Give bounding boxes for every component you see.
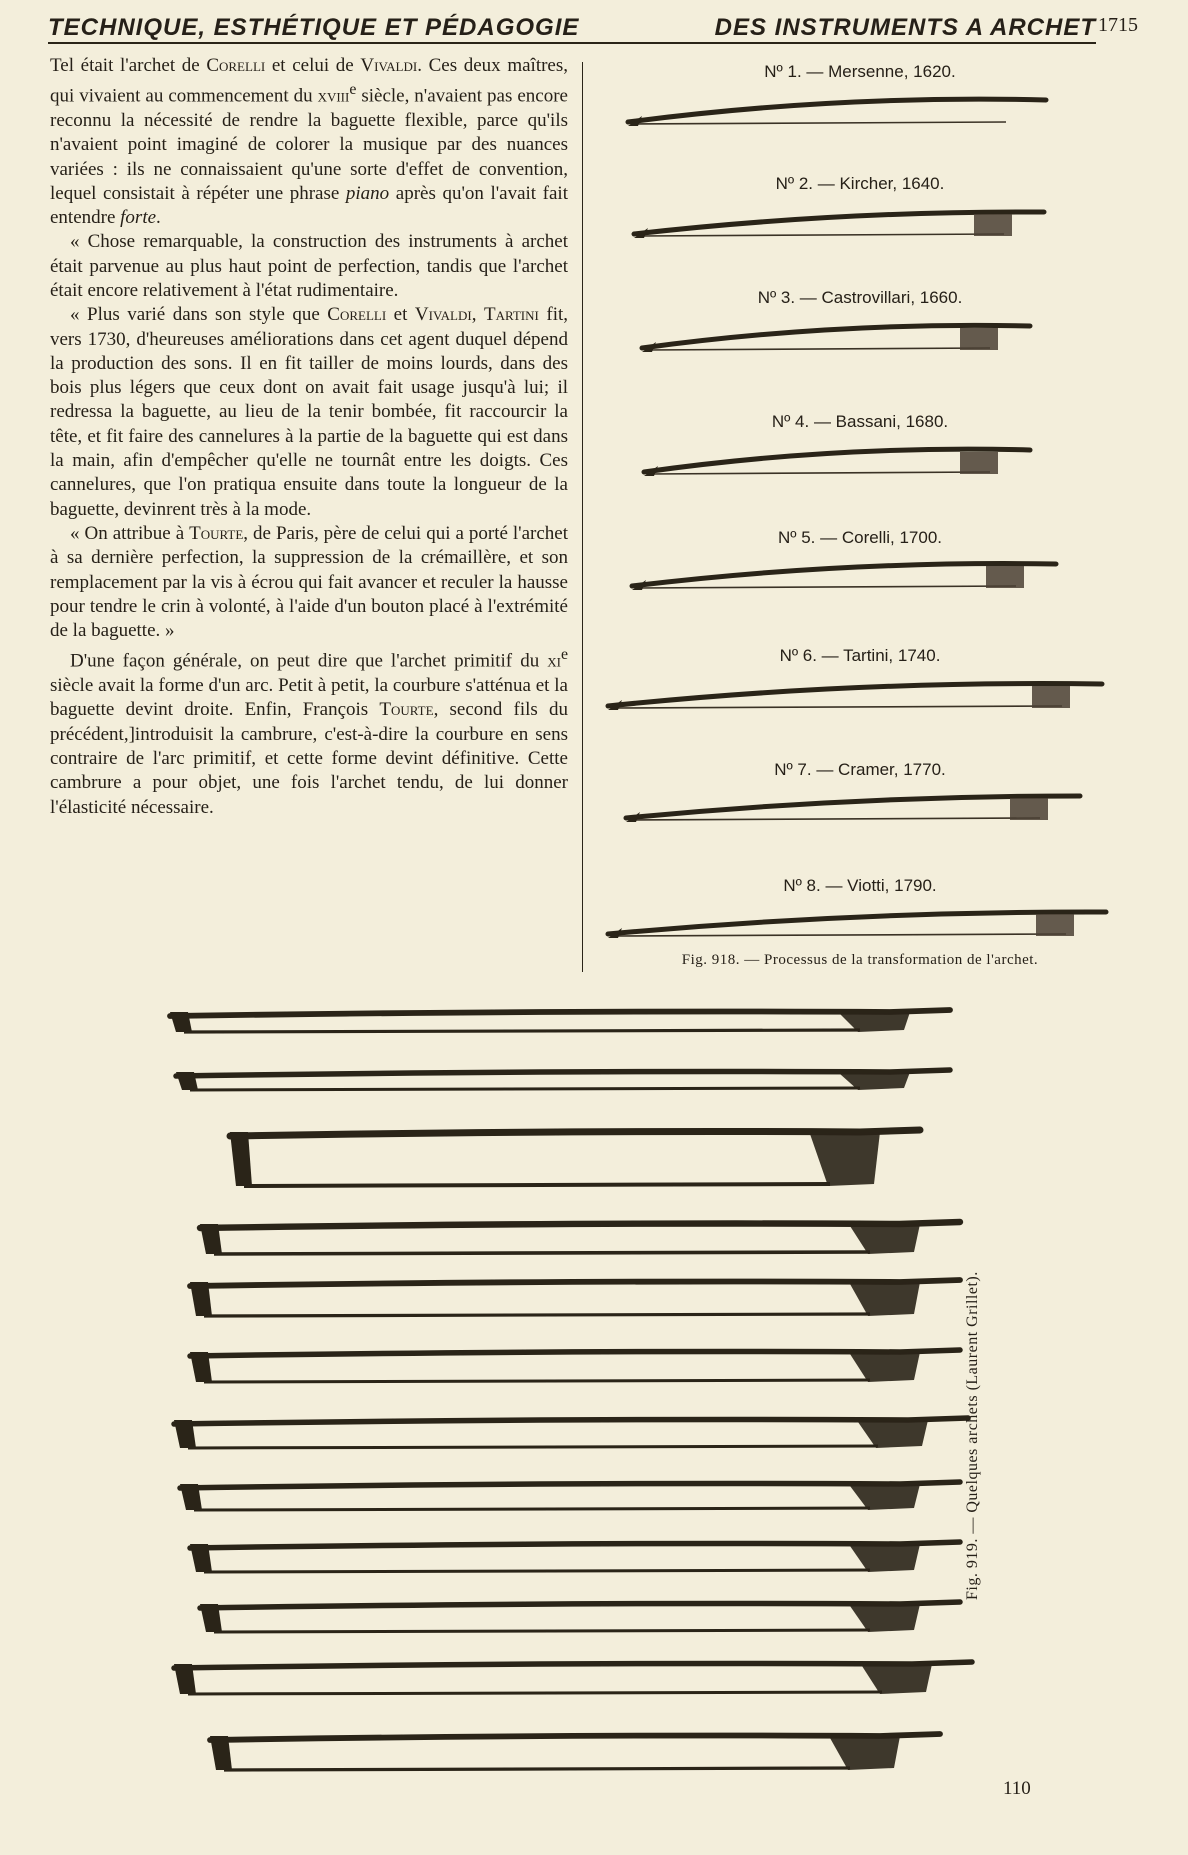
bow-label-1: Nº 1. — Mersenne, 1620.: [764, 62, 956, 81]
paragraph-2: « Chose remarquable, la construction des instruments à archet était parvenue au plus haut point de perfection, tandis que l'archet était encore relativement à l'état rudimentaire.: [50, 231, 568, 301]
body-text: [50, 54, 568, 820]
bow-label-8: Nº 8. — Viotti, 1790.: [783, 876, 937, 895]
collection-bow-9: [190, 1542, 960, 1572]
collection-bow-5: [190, 1280, 960, 1316]
paragraph-5: D'une façon générale, on peut dire que l'archet primitif du $xi^e$ siècle avait la forme d'un arc. Petit à petit, la courbure s'atténua et la baguette devint droite. Enfin, François Tourte, second fils du précédent,]introduisit la cambrure, c'est-à-dire la courbure en sens contraire de l'arc primitif, et cette forme devint définitive. Cette cambrure a pour objet, une fois l'archet tendu, de lui donner l'élasticité nécessaire.: [50, 646, 569, 818]
collection-bow-3: [230, 1130, 920, 1186]
bow-label-4: Nº 4. — Bassani, 1680.: [771, 412, 949, 431]
bow-label-7: Nº 7. — Cramer, 1770.: [774, 760, 946, 779]
collection-bow-4: [200, 1222, 960, 1254]
collection-bow-1: [170, 1010, 950, 1032]
bow-drawing-3: [598, 316, 1122, 360]
bow-drawing-1: [598, 90, 1122, 134]
figure-918-caption: Fig. 918. — Processus de la transformation de l'archet.: [681, 952, 1039, 968]
paragraph-1: Tel était l'archet de Corelli et celui de Vivaldi. Ces deux maîtres, qui vivaient au commencement du xviii$^e$ siècle, n'avaient pas encore reconnu la nécessité de rendre la baguette flexible, parce qu'ils n'avaient point imaginé de colorer la musique par des nuances variées : ils ne connaissaient qu'une sorte d'effet de convention, lequel consistait à répéter une phrase piano après qu'on l'avait fait entendre forte.: [50, 55, 569, 229]
bow-label-2: Nº 2. — Kircher, 1640.: [775, 174, 945, 193]
bow-label-6: Nº 6. — Tartini, 1740.: [779, 646, 941, 665]
collection-bow-12: [210, 1734, 940, 1770]
collection-bow-6: [190, 1350, 960, 1382]
bow-label-5: Nº 5. — Corelli, 1700.: [778, 528, 942, 547]
bow-drawing-7: [598, 786, 1122, 830]
bow-label-3: Nº 3. — Castrovillari, 1660.: [757, 288, 963, 307]
figure-918: [598, 54, 1122, 984]
bow-drawing-2: [598, 202, 1122, 246]
collection-bow-8: [180, 1482, 960, 1510]
header-rule: [48, 42, 1096, 44]
paragraph-3: « Plus varié dans son style que Corelli et Vivaldi, Tartini fit, vers 1730, d'heureuses améliorations dans cet agent duquel dépend la production des sons. Il en fit tailler de moins lourds, dans des bois plus légers que ceux dont on avait fait usage jusqu'à lui; il redressa la baguette, au lieu de la tenir bombée, fit raccourcir la tête, et fit faire des cannelures à la partie de la baguette qui est dans la main, afin d'empêcher qu'elle ne tournât entre les doigts. Ces cannelures, que l'on pratiqua ensuite dans toute la longueur de la baguette, devinrent très à la mode.: [50, 304, 568, 520]
collection-bow-10: [200, 1602, 960, 1632]
bow-drawing-5: [598, 554, 1122, 598]
collection-bow-7: [174, 1418, 968, 1448]
bow-drawing-6: [598, 674, 1122, 718]
figure-919: [160, 992, 990, 1792]
header-right: DES INSTRUMENTS A ARCHET: [714, 14, 1096, 41]
paragraph-4: « On attribue à Tourte, de Paris, père de celui qui a porté l'archet à sa dernière perfection, la suppression de la crémaillère, et son remplacement par la vis à écrou qui fait avancer et reculer la hausse pour tendre le crin à volonté, à l'aide d'un bouton placé à l'extrémité de la baguette. »: [50, 522, 569, 642]
collection-bow-2: [176, 1070, 950, 1090]
bow-drawing-4: [598, 440, 1122, 484]
collection-bow-11: [174, 1662, 972, 1694]
page-number: 1715: [1098, 14, 1138, 36]
running-header: [48, 14, 1096, 44]
bow-collection-illustration: [160, 992, 990, 1792]
folio: 110: [1003, 1778, 1031, 1799]
header-left: TECHNIQUE, ESTHÉTIQUE ET PÉDAGOGIE: [48, 14, 580, 41]
column-rule: [582, 62, 583, 972]
figure-919-caption: Fig. 919. — Quelques archets (Laurent Grillet).: [964, 1271, 981, 1600]
bow-drawing-8: [598, 902, 1122, 946]
